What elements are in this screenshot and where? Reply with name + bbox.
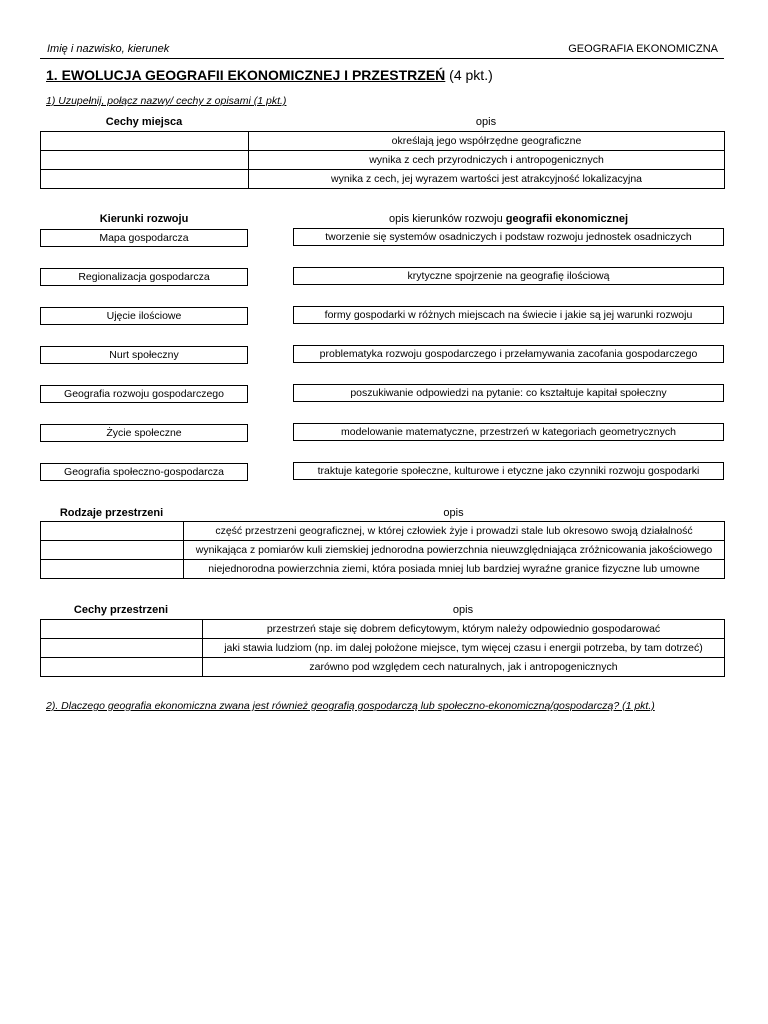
cechy-przestrzeni-header: Cechy przestrzeni [73,604,169,616]
answer-cell[interactable] [41,522,184,541]
table-row [41,170,725,189]
direction-item[interactable]: Mapa gospodarcza [40,229,248,247]
answer-cell[interactable] [41,620,203,639]
answer-cell[interactable] [41,132,249,151]
answer-cell[interactable] [41,170,249,189]
direction-item[interactable]: Życie społeczne [40,424,248,442]
kierunki-opis-prefix: opis kierunków rozwoju [388,213,506,225]
description-cell: wynikająca z pomiarów kuli ziemskiej jednorodna powierzchnia nieuwzględniająca zróżnicowania jakościowego [184,541,725,560]
description-cell: wynika z cech, jej wyrazem wartości jest atrakcyjność lokalizacyjna [249,170,725,189]
direction-item[interactable]: Geografia rozwoju gospodarczego [40,385,248,403]
direction-item[interactable]: Nurt społeczny [40,346,248,364]
kierunki-opis-bold: geografii ekonomicznej [505,213,629,225]
description-cell: niejednorodna powierzchnia ziemi, która posiada mniej lub bardziej wyraźne granice fizyczne lub umowne [184,560,725,579]
answer-cell[interactable] [41,151,249,170]
direction-description[interactable]: problematyka rozwoju gospodarczego i przełamywania zacofania gospodarczego [293,345,724,363]
description-cell: wynika z cech przyrodniczych i antropogenicznych [249,151,725,170]
table-row [41,132,725,151]
table-row [41,151,725,170]
cechy-miejsca-table [40,131,725,189]
table-row [41,620,725,639]
task1-instruction: 1) Uzupełnij, połącz nazwy/ cechy z opisami (1 pkt.) [46,95,287,107]
direction-item[interactable]: Regionalizacja gospodarcza [40,268,248,286]
direction-description[interactable]: poszukiwanie odpowiedzi na pytanie: co kształtuje kapitał społeczny [293,384,724,402]
direction-description[interactable]: formy gospodarki w różnych miejscach na świecie i jakie są jej warunki rozwoju [293,306,724,324]
kierunki-opis-header [293,213,724,225]
cechy-miejsca-header: Cechy miejsca [105,116,183,128]
direction-description[interactable]: traktuje kategorie społeczne, kulturowe i etyczne jako czynniki rozwoju gospodarki [293,462,724,480]
page-title [46,67,493,83]
answer-cell[interactable] [41,541,184,560]
answer-area[interactable] [40,720,724,1000]
direction-description[interactable]: modelowanie matematyczne, przestrzeń w kategoriach geometrycznych [293,423,724,441]
direction-description[interactable]: krytyczne spojrzenie na geografię ilościową [293,267,724,285]
cechy-miejsca-opis-header: opis [475,116,497,128]
direction-item[interactable]: Geografia społeczno-gospodarcza [40,463,248,481]
rodzaje-table [40,521,725,579]
cechy-przestrzeni-opis-header: opis [452,604,474,616]
description-cell: przestrzeń staje się dobrem deficytowym, którym należy odpowiednio gospodarować [203,620,725,639]
header-divider [40,58,724,59]
table-row [41,658,725,677]
description-cell: część przestrzeni geograficznej, w której człowiek żyje i prowadzi stale lub okresowo swoją działalność [184,522,725,541]
description-cell: jaki stawia ludziom (np. im dalej położone miejsce, tym więcej czasu i energii potrzeba, by tam dotrzeć) [203,639,725,658]
rodzaje-header: Rodzaje przestrzeni [59,507,164,519]
table-row [41,541,725,560]
answer-cell[interactable] [41,658,203,677]
table-row [41,522,725,541]
table-row [41,639,725,658]
name-field-label: Imię i nazwisko, kierunek [47,43,170,55]
cechy-przestrzeni-table [40,619,725,677]
title-points: (4 pkt.) [445,67,493,83]
direction-description[interactable]: tworzenie się systemów osadniczych i podstaw rozwoju jednostek osadniczych [293,228,724,246]
title-main: 1. EWOLUCJA GEOGRAFII EKONOMICZNEJ I PRZESTRZEŃ [46,67,446,83]
answer-cell[interactable] [41,639,203,658]
description-cell: określają jego współrzędne geograficzne [249,132,725,151]
rodzaje-opis-header: opis [443,507,464,519]
direction-item[interactable]: Ujęcie ilościowe [40,307,248,325]
course-title: GEOGRAFIA EKONOMICZNA [568,43,718,55]
task2-question: 2). Dlaczego geografia ekonomiczna zwana jest również geografią gospodarczą lub społeczno-ekonomiczną/gospodarczą? (1 pkt.) [46,700,655,712]
answer-cell[interactable] [41,560,184,579]
description-cell: zarówno pod względem cech naturalnych, jak i antropogenicznych [203,658,725,677]
kierunki-header: Kierunki rozwoju [99,213,189,225]
table-row [41,560,725,579]
